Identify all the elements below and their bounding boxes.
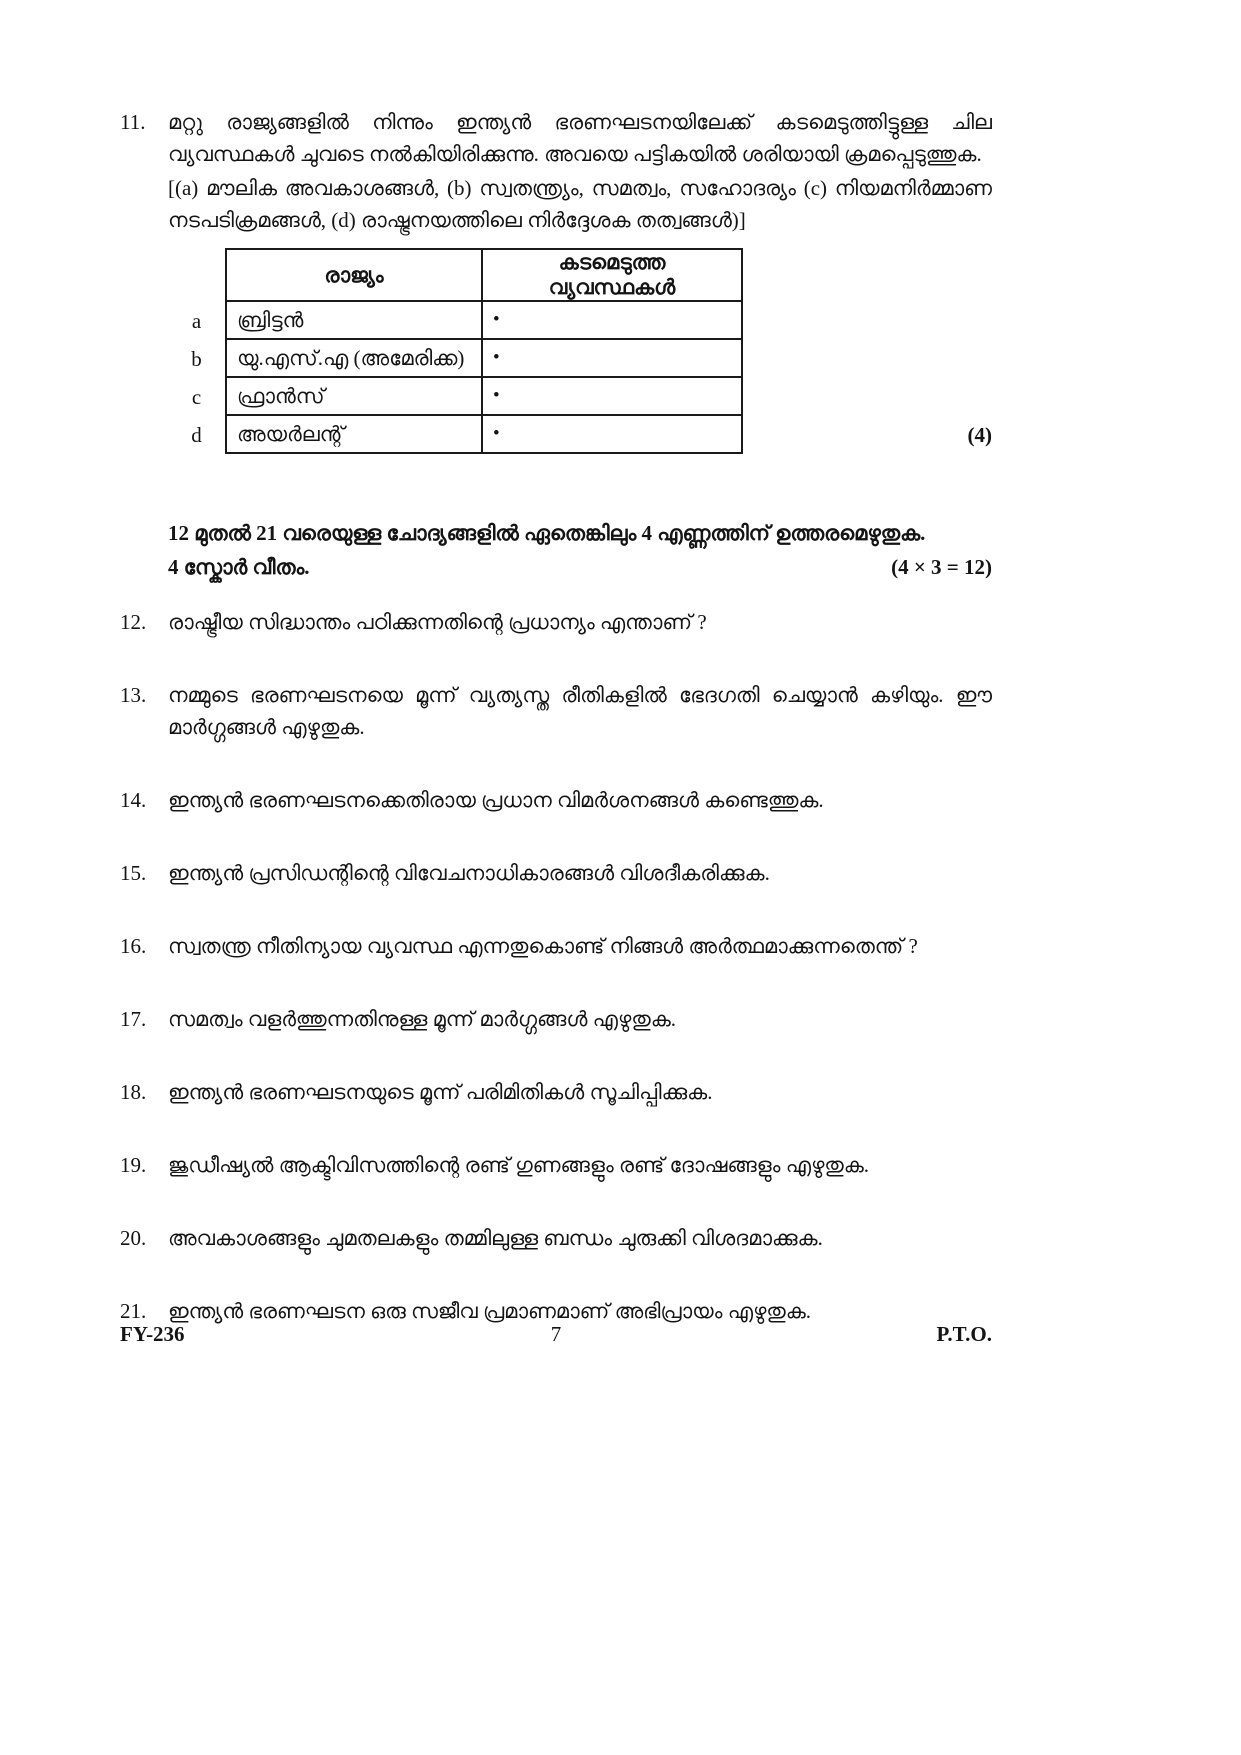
section-marks: (4 × 3 = 12) [891,555,992,579]
question-15 [120,857,992,889]
question-17 [120,1003,992,1035]
country-cell: ഫ്രാൻസ് [226,377,482,415]
question-text: രാഷ്ട്രീയ സിദ്ധാന്തം പഠിക്കുന്നതിന്റെ പ്രധാന്യം എന്താണ് ? [168,610,707,634]
paper-code: FY-236 [120,1322,185,1346]
question-16 [120,930,992,962]
question-text: മറ്റു രാജ്യങ്ങളിൽ നിന്നും ഇന്ത്യൻ ഭരണഘടനയിലേക്ക് കടമെടുത്തിട്ടുള്ള ചില വ്യവസ്ഥകൾ ചുവടെ നൽകിയിരിക്കുന്നു. അവയെ പട്ടികയിൽ ശരിയായി ക്രമപ്പെടുത്തുക. [168,110,992,166]
provisions-header-cell: കടമെടുത്ത വ്യവസ്ഥകൾ [482,249,742,301]
bullet-cell: • [482,301,742,339]
question-13 [120,679,992,743]
question-number: 21. [120,1299,147,1323]
page-footer [120,1322,992,1347]
question-text: സമത്വം വളർത്തുന്നതിനുള്ള മൂന്ന് മാർഗ്ഗങ്ങൾ എഴുതുക. [168,1007,676,1031]
country-cell: അയർലന്റ് [226,415,482,453]
question-text: അവകാശങ്ങളും ചുമതലകളും തമ്മിലുള്ള ബന്ധം ചുരുക്കി വിശദമാക്കുക. [168,1226,823,1250]
borrowed-provisions-table-area [168,248,992,454]
question-number: 18. [120,1080,147,1104]
question-text: സ്വതന്ത്ര നീതിന്യായ വ്യവസ്ഥ എന്നതുകൊണ്ട് നിങ്ങൾ അർത്ഥമാക്കുന്നതെന്ത് ? [168,934,918,958]
section-instruction-line2 [168,550,992,584]
question-number: 20. [120,1226,147,1250]
question-number: 16. [120,934,147,958]
question-text: ഇന്ത്യൻ ഭരണഘടന ഒരു സജീവ പ്രമാണമാണ് അഭിപ്രായം എഴുതുക. [168,1299,812,1323]
question-19 [120,1149,992,1181]
bullet-cell: • [482,339,742,377]
bullet-cell: • [482,377,742,415]
question-text: ജുഡീഷ്യൽ ആക്ടിവിസത്തിന്റെ രണ്ട് ഗുണങ്ങളും രണ്ട് ദോഷങ്ങളും എഴുതുക. [168,1153,870,1177]
section-instruction-line1: 12 മുതൽ 21 വരെയുള്ള ചോദ്യങ്ങളിൽ ഏതെങ്കിലും 4 എണ്ണത്തിന് ഉത്തരമെഴുതുക. [168,521,926,545]
table-row-labels [168,262,225,454]
pto-label: P.T.O. [936,1322,992,1346]
question-number: 13. [120,683,147,707]
question-20 [120,1222,992,1254]
country-header-cell: രാജ്യം [226,249,482,301]
bullet-cell: • [482,415,742,453]
question-number: 19. [120,1153,147,1177]
question-options: [(a) മൗലിക അവകാശങ്ങൾ, (b) സ്വതന്ത്ര്യം, സമത്വം, സഹോദര്യം (c) നിയമനിർമ്മാണ നടപടിക്രമങ്ങൾ, (d) രാഷ്ട്രനയത്തിലെ നിർദ്ദേശക തത്വങ്ങൾ)] [168,176,992,232]
row-label: d [191,423,202,447]
question-14 [120,784,992,816]
table-row [226,339,742,377]
question-12 [120,606,992,638]
question-text: നമ്മുടെ ഭരണഘടനയെ മൂന്ന് വ്യത്യസ്ത രീതികളിൽ ഭേദഗതി ചെയ്യാൻ കഴിയും. ഈ മാർഗ്ഗങ്ങൾ എഴുതുക. [168,683,992,739]
table-row [226,377,742,415]
row-label: b [191,347,202,371]
question-text: ഇന്ത്യൻ ഭരണഘടനയുടെ മൂന്ന് പരിമിതികൾ സൂചിപ്പിക്കുക. [168,1080,713,1104]
table-row [226,415,742,453]
country-cell: ബ്രിട്ടൻ [226,301,482,339]
question-number: 17. [120,1007,147,1031]
section-instruction [168,516,992,584]
row-label: a [191,309,202,333]
question-marks: (4) [967,423,992,447]
question-number: 15. [120,861,147,885]
question-number: 11. [120,110,146,134]
question-number: 12. [120,610,147,634]
question-number: 14. [120,788,147,812]
question-11-block [120,106,992,454]
question-18 [120,1076,992,1108]
page-number: 7 [550,1322,562,1346]
borrowed-provisions-table [225,248,743,454]
country-cell: യു.എസ്.എ (അമേരിക്ക) [226,339,482,377]
table-header-row [226,249,742,301]
question-list [120,606,992,1327]
page-content [120,106,992,1368]
question-text: ഇന്ത്യൻ ഭരണഘടനക്കെതിരായ പ്രധാന വിമർശനങ്ങൾ കണ്ടെത്തുക. [168,788,824,812]
table-row [226,301,742,339]
row-label: c [191,385,202,409]
question-text: ഇന്ത്യൻ പ്രസിഡന്റിന്റെ വിവേചനാധികാരങ്ങൾ വിശദീകരിക്കുക. [168,861,770,885]
section-instruction-score: 4 സ്കോർ വീതം. [168,555,310,579]
